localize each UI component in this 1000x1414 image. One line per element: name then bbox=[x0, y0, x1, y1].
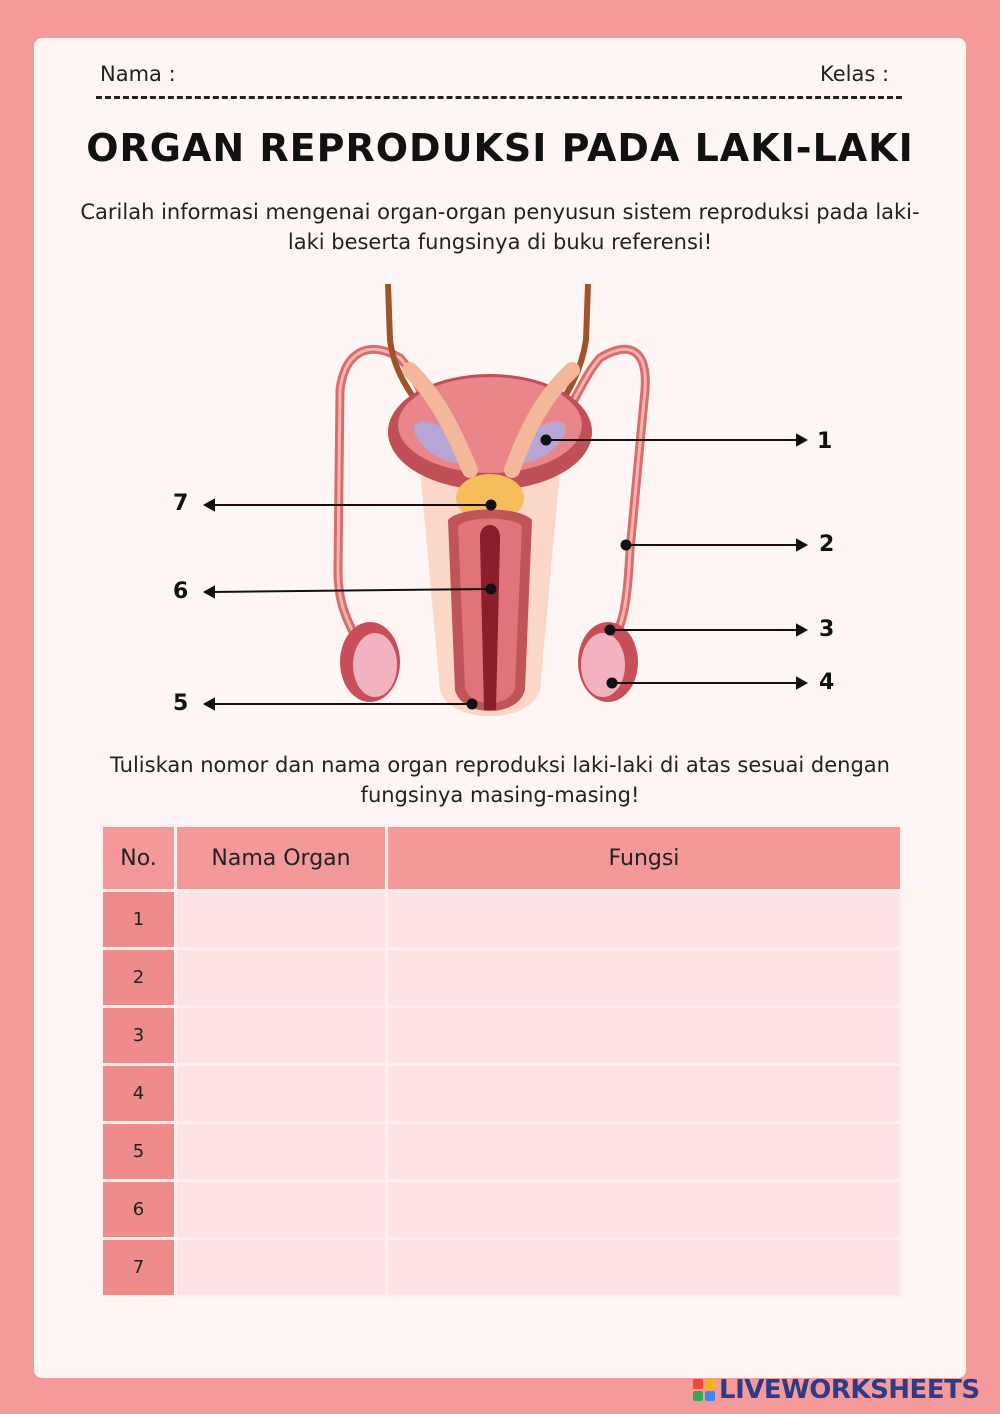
fungsi-input[interactable] bbox=[387, 1181, 902, 1239]
diagram-label-5: 5 bbox=[173, 691, 189, 716]
fungsi-input[interactable] bbox=[387, 1123, 902, 1181]
table-header-row bbox=[102, 826, 902, 891]
diagram-label-3: 3 bbox=[819, 617, 835, 642]
diagram-label-7: 7 bbox=[173, 491, 189, 516]
liveworksheets-icon bbox=[693, 1379, 715, 1401]
kelas-label: Kelas : bbox=[820, 62, 890, 86]
fungsi-input[interactable] bbox=[387, 1239, 902, 1297]
nama-organ-input[interactable] bbox=[176, 1123, 387, 1181]
diagram-label-4: 4 bbox=[819, 670, 835, 695]
fungsi-input[interactable] bbox=[387, 891, 902, 949]
table-row bbox=[102, 891, 902, 949]
nama-organ-input[interactable] bbox=[176, 891, 387, 949]
liveworksheets-logo bbox=[693, 1374, 980, 1406]
nama-organ-input[interactable] bbox=[176, 1181, 387, 1239]
page-title: ORGAN REPRODUKSI PADA LAKI-LAKI bbox=[86, 126, 914, 170]
nama-organ-input[interactable] bbox=[176, 1239, 387, 1297]
diagram-label-6: 6 bbox=[173, 579, 189, 604]
liveworksheets-wordmark: LIVEWORKSHEETS bbox=[719, 1375, 980, 1405]
row-number: 5 bbox=[102, 1123, 176, 1181]
header-fungsi: Fungsi bbox=[387, 826, 902, 891]
row-number: 4 bbox=[102, 1065, 176, 1123]
fungsi-input[interactable] bbox=[387, 949, 902, 1007]
row-number: 2 bbox=[102, 949, 176, 1007]
table-row bbox=[102, 1007, 902, 1065]
row-number: 6 bbox=[102, 1181, 176, 1239]
name-dashed-line bbox=[96, 96, 902, 99]
nama-organ-input[interactable] bbox=[176, 1007, 387, 1065]
table-row bbox=[102, 1239, 902, 1297]
instruction-top: Carilah informasi mengenai organ-organ penyusun sistem reproduksi pada laki-laki beserta fungsinya di buku referensi! bbox=[80, 200, 920, 254]
nama-organ-input[interactable] bbox=[176, 1065, 387, 1123]
header-nama-organ: Nama Organ bbox=[176, 826, 387, 891]
fungsi-input[interactable] bbox=[387, 1065, 902, 1123]
row-number: 3 bbox=[102, 1007, 176, 1065]
table-row bbox=[102, 949, 902, 1007]
diagram-label-1: 1 bbox=[817, 429, 833, 454]
row-number: 1 bbox=[102, 891, 176, 949]
instruction-bottom: Tuliskan nomor dan nama organ reproduksi laki-laki di atas sesuai dengan fungsinya masing-masing! bbox=[110, 753, 890, 807]
diagram-label-2: 2 bbox=[819, 532, 835, 557]
nama-organ-input[interactable] bbox=[176, 949, 387, 1007]
fungsi-input[interactable] bbox=[387, 1007, 902, 1065]
table-row bbox=[102, 1065, 902, 1123]
answer-table bbox=[100, 824, 903, 1298]
reproductive-organ-diagram bbox=[0, 270, 1000, 730]
header-no: No. bbox=[102, 826, 176, 891]
row-number: 7 bbox=[102, 1239, 176, 1297]
table-row bbox=[102, 1123, 902, 1181]
table-row bbox=[102, 1181, 902, 1239]
nama-label: Nama : bbox=[100, 62, 176, 86]
